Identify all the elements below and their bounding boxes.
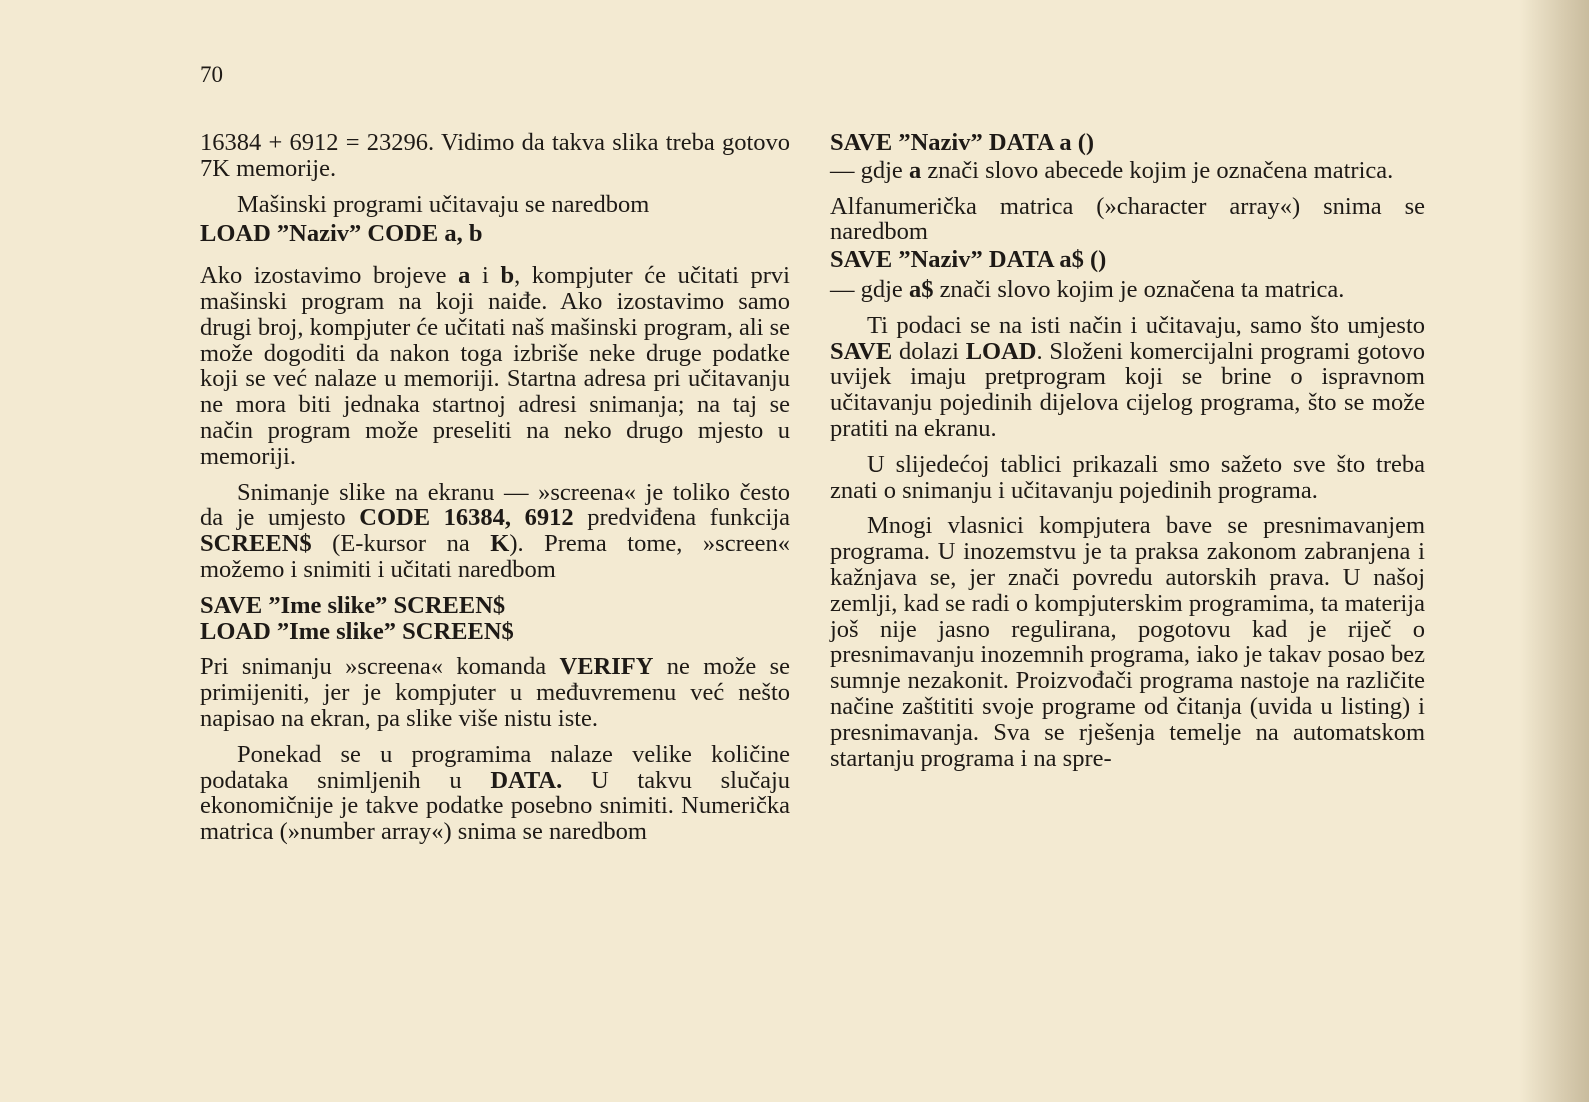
command-block	[200, 593, 790, 645]
command-line: LOAD ”Naziv” CODE a, b	[200, 220, 483, 248]
paragraph: Mnogi vlasnici kompjutera bave se presnimavanjem programa. U inozemstvu je ta praksa zakonom zabranjena i kažnjava se, jer znači povredu autorskih prava. U našoj zemlji, kad se radi o kompjuterskim programima, ta materija još nije jasno regulirana, pogotovu kad je riječ o presnimavanju inozemnih programa, iako je takav posao bez sumnje nezakonit. Proizvođači programa nastoje na različite načine zaštititi svoje programe od čitanja (uvida u listing) i presnimavanja. Sva se rješenja temelje na automatskom startanju programa i na spre-	[830, 512, 1425, 772]
command-line: SAVE ”Naziv” DATA a ()	[830, 129, 1095, 156]
paragraph: 16384 + 6912 = 23296. Vidimo da takva slika treba gotovo 7K memorije.	[200, 129, 790, 182]
paragraph: — gdje a$ znači slovo kojim je označena ta matrica.	[830, 275, 1345, 303]
left-column	[200, 130, 790, 855]
paragraph: U slijedećoj tablici prikazali smo sažeto sve što treba znati o snimanju i učitavanju pojedinih programa.	[830, 450, 1425, 504]
paragraph: Mašinski programi učitavaju se naredbom	[237, 190, 650, 218]
command-line: LOAD ”Ime slike” SCREEN$	[200, 617, 514, 645]
paragraph: Ti podaci se na isti način i učitavaju, samo što umjesto SAVE dolazi LOAD. Složeni komercijalni programi gotovo uvijek imaju pretprogram koji se brine o ispravnom učitavanju pojedinih dijelova cijelog programa, što se može pratiti na ekranu.	[830, 311, 1425, 442]
right-column	[830, 130, 1425, 781]
page-edge-shadow	[1519, 0, 1589, 1102]
command-line: SAVE ”Naziv” DATA a$ ()	[830, 246, 1107, 274]
paragraph: Pri snimanju »screena« komanda VERIFY ne može se primijeniti, jer je kompjuter u međuvremenu već nešto napisao na ekran, pa slike više nistu iste.	[200, 653, 791, 732]
paragraph: Ponekad se u programima nalaze velike količine podataka snimljenih u DATA. U takvu slučaju ekonomičnije je takve podatke posebno snimiti. Numerička matrica (»number array«) snima se naredbom	[200, 740, 790, 846]
page-number: 70	[200, 62, 223, 87]
paragraph: Snimanje slike na ekranu — »screena« je toliko često da je umjesto CODE 16384, 6912 predviđena funkcija SCREEN$ (E-kursor na K). Prema tome, »screen« možemo i snimiti i učitati naredbom	[200, 478, 791, 583]
command-line: SAVE ”Ime slike” SCREEN$	[200, 591, 506, 619]
paragraph: Alfanumerička matrica (»character array«) snima se naredbom	[830, 192, 1425, 246]
paragraph: — gdje a znači slovo abecede kojim je označena matrica.	[830, 156, 1394, 184]
paragraph: Ako izostavimo brojeve a i b, kompjuter će učitati prvi mašinski program na koji naiđe. Ako izostavimo samo drugi broj, kompjuter će učitati naš mašinski program, ali se može dogoditi da nakon toga izbriše neke druge podatke koji se već nalaze u memoriji. Startna adresa pri učitavanju ne mora biti jednaka startnoj adresi snimanja; na taj se način program može preseliti na neko drugo mjesto u memoriji.	[200, 262, 790, 470]
